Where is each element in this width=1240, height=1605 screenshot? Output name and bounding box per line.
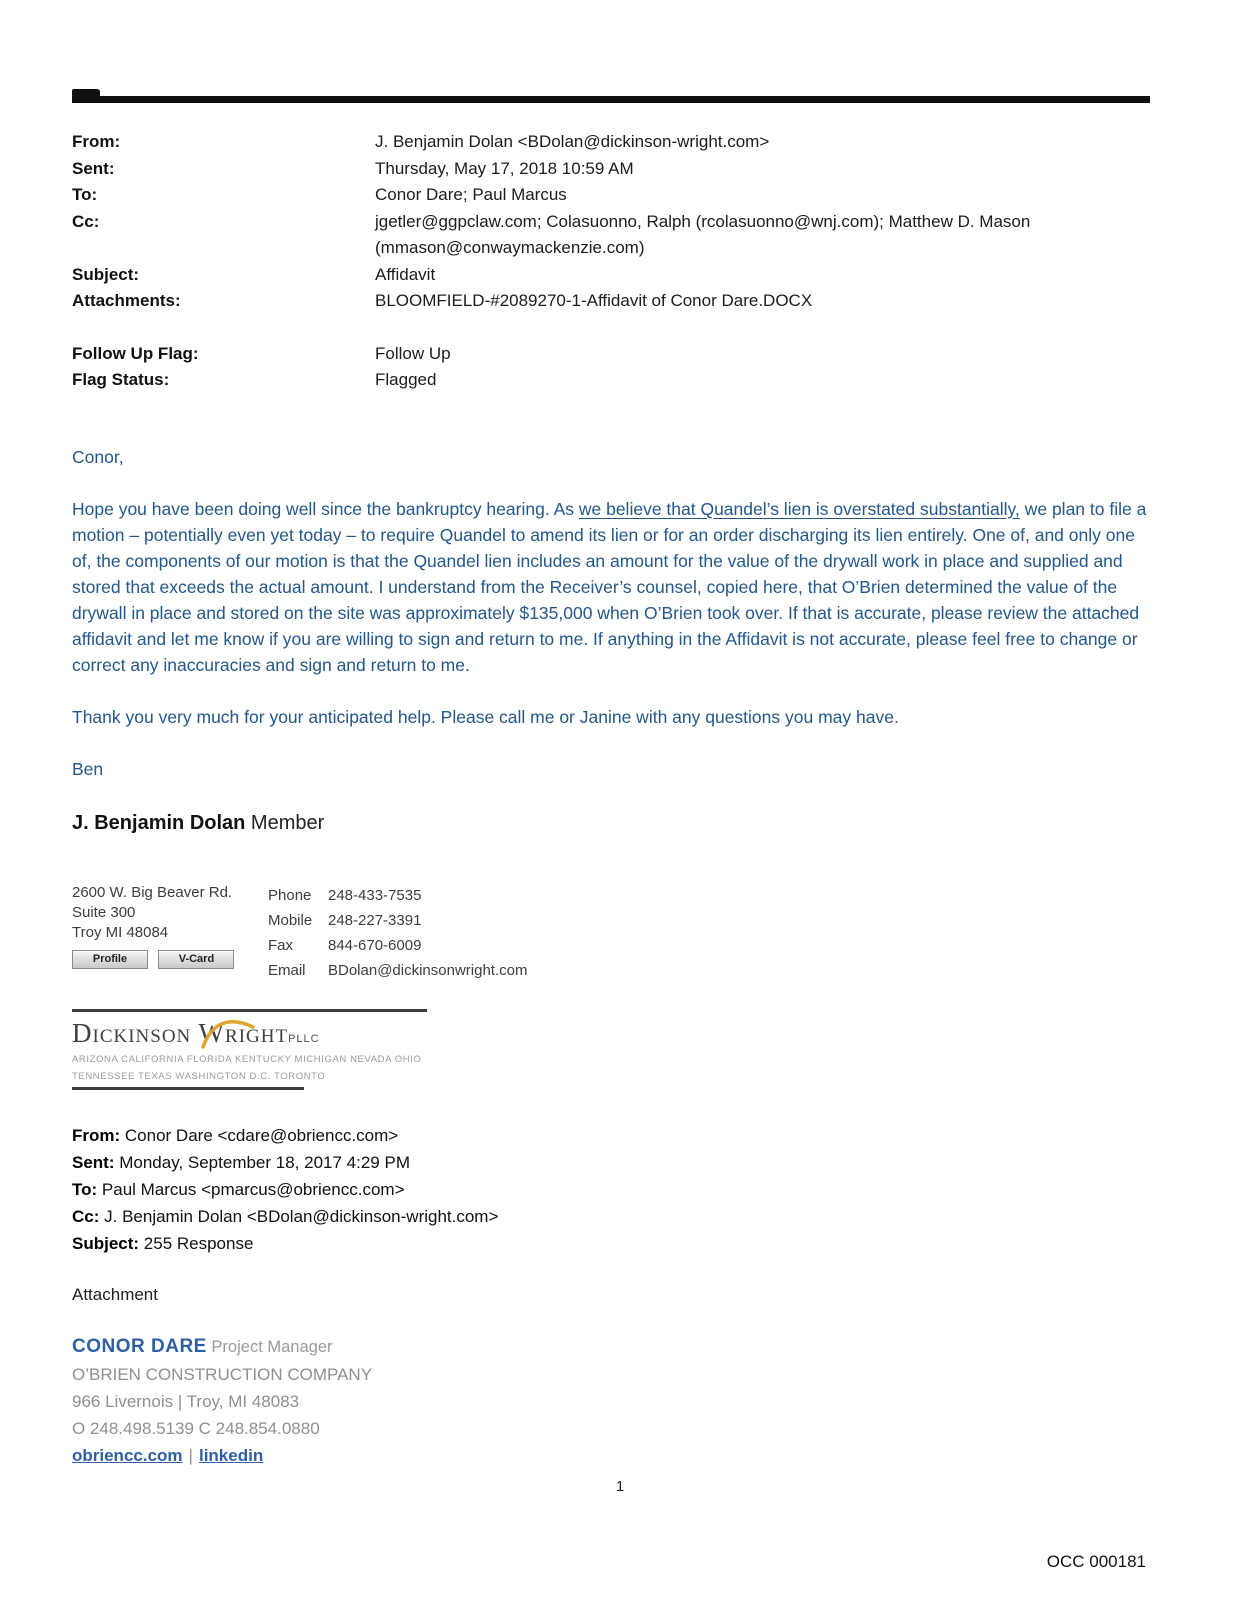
- email2-row-cc: [72, 1203, 1150, 1230]
- header-row-subject: [72, 262, 1150, 289]
- para1-underlined-phrase: we believe that Quandel’s lien is overstated substantially,: [578, 498, 1020, 519]
- email2-cc-value: J. Benjamin Dolan <BDolan@dickinson-wright.com>: [99, 1206, 499, 1226]
- signature-block-1: [72, 883, 1150, 983]
- body-paragraph-2: Thank you very much for your anticipated help. Please call me or Janine with any questions you may have.: [72, 706, 899, 727]
- firm-states-line-2: TENNESSEE TEXAS WASHINGTON D.C. TORONTO: [72, 1070, 326, 1082]
- from-label: From:: [72, 132, 121, 151]
- fax-value: 844-670-6009: [328, 936, 422, 954]
- email2-subject-label: Subject:: [72, 1233, 140, 1253]
- signature-block-2: [72, 1333, 1150, 1469]
- flag-status-value: Flagged: [375, 370, 437, 389]
- dickinson-wright-logo: [72, 1018, 320, 1049]
- bates-stamp: OCC 000181: [1046, 1552, 1146, 1571]
- flag-section: [72, 341, 1150, 394]
- sent-value: Thursday, May 17, 2018 10:59 AM: [375, 158, 634, 178]
- header-row-followup-flag: [72, 341, 1150, 368]
- header-row-to: [72, 182, 1150, 209]
- mobile-value: 248-227-3391: [328, 911, 422, 929]
- signature-links: [72, 1442, 1150, 1469]
- to-label: To:: [72, 185, 98, 204]
- scan-divider-bar: [72, 96, 1150, 103]
- link-separator: |: [188, 1445, 193, 1465]
- attachment-note: Attachment: [72, 1284, 158, 1304]
- address-line-1: 2600 W. Big Beaver Rd.: [72, 883, 233, 901]
- email2-from-value: Conor Dare <cdare@obriencc.com>: [120, 1125, 399, 1145]
- phone-label: Phone: [268, 886, 312, 904]
- email2-sent-value: Monday, September 18, 2017 4:29 PM: [114, 1152, 410, 1172]
- to-value: Conor Dare; Paul Marcus: [375, 185, 567, 204]
- contact-row-email: [268, 958, 527, 983]
- contact-row-fax: [268, 933, 527, 958]
- contact-row-mobile: [268, 908, 527, 933]
- document-content: [72, 96, 1150, 1469]
- greeting: Conor,: [72, 446, 124, 467]
- profile-button[interactable]: Profile: [72, 950, 148, 969]
- email2-row-from: [72, 1122, 1150, 1149]
- website-link[interactable]: obriencc.com: [72, 1445, 183, 1465]
- sender-name: J. Benjamin Dolan: [72, 811, 246, 834]
- linkedin-link[interactable]: linkedin: [198, 1445, 264, 1465]
- para1-pre: Hope you have been doing well since the bankruptcy hearing. As: [72, 498, 579, 519]
- signature-address-column: [72, 883, 268, 983]
- signoff: Ben: [72, 758, 104, 779]
- email-value: BDolan@dickinsonwright.com: [328, 961, 528, 979]
- scan-artifact: [72, 89, 100, 97]
- sent-label: Sent:: [72, 158, 115, 178]
- firm-name: Dickinson Wright: [72, 1017, 289, 1048]
- email-label: Email: [268, 961, 306, 979]
- attachments-value: BLOOMFIELD-#2089270-1-Affidavit of Conor Dare.DOCX: [375, 291, 813, 310]
- cc-value: jgetler@ggpclaw.com; Colasuonno, Ralph (rcolasuonno@wnj.com); Matthew D. Mason (mmason@conwaymackenzie.com): [375, 211, 1031, 257]
- email2-from-label: From:: [72, 1125, 121, 1145]
- sender-name-heading: [72, 812, 1150, 835]
- cc-label: Cc:: [72, 211, 100, 231]
- company-address: 966 Livernois | Troy, MI 48083: [72, 1391, 300, 1411]
- company-phones: O 248.498.5139 C 248.854.0880: [72, 1418, 320, 1438]
- address-line-3: Troy MI 48084: [72, 923, 169, 941]
- para1-post: we plan to file a motion – potentially even yet today – to require Quandel to amend its lien or for an order discharging its lien entirely. One of, and only one of, the components of our motion is that the Quandel lien includes an amount for the value of the drywall work in place and supplied and stored that exceeds the actual amount. I understand from the Receiver’s counsel, copied here, that O’Brien determined the value of the drywall in place and stored on the site was approximately $135,000 when O’Brien took over. If that is accurate, please review the attached affidavit and let me know if you are willing to sign and return to me. If anything in the Affidavit is not accurate, please feel free to change or correct any inaccuracies and sign and return to me.: [72, 498, 1147, 675]
- email2-subject-value: 255 Response: [139, 1233, 254, 1253]
- email2-sent-label: Sent:: [72, 1152, 115, 1172]
- firm-logo-block: [72, 1009, 1150, 1090]
- email2-to-value: Paul Marcus <pmarcus@obriencc.com>: [97, 1179, 405, 1199]
- mobile-label: Mobile: [268, 911, 313, 929]
- conor-dare-name: CONOR DARE: [72, 1335, 207, 1357]
- body-paragraph-1: [72, 496, 1150, 678]
- header-row-cc: [72, 209, 1150, 262]
- signature-contact-column: [268, 883, 527, 983]
- firm-name-suffix: PLLC: [288, 1032, 320, 1045]
- from-value: J. Benjamin Dolan <BDolan@dickinson-wright.com>: [375, 132, 770, 151]
- signature-button-row: [72, 949, 268, 969]
- sender-title: Member: [245, 811, 325, 834]
- email2-cc-label: Cc:: [72, 1206, 100, 1226]
- email2-row-sent: [72, 1149, 1150, 1176]
- email2-header: [72, 1122, 1150, 1257]
- header-row-from: [72, 129, 1150, 156]
- conor-dare-title: Project Manager: [206, 1337, 333, 1356]
- header-row-attachments: [72, 288, 1150, 315]
- subject-label: Subject:: [72, 264, 140, 284]
- email2-row-to: [72, 1176, 1150, 1203]
- logo-top-divider: [72, 1009, 427, 1012]
- email2-row-subject: [72, 1230, 1150, 1257]
- address-line-2: Suite 300: [72, 903, 136, 921]
- subject-value: Affidavit: [375, 264, 436, 284]
- followup-flag-label: Follow Up Flag:: [72, 343, 199, 363]
- email1-body: [72, 444, 1150, 782]
- phone-value: 248-433-7535: [328, 886, 422, 904]
- vcard-button[interactable]: V-Card: [158, 950, 234, 969]
- email2-to-label: To:: [72, 1179, 98, 1199]
- attachments-label: Attachments:: [72, 291, 181, 310]
- conor-dare-heading: [72, 1333, 1150, 1361]
- fax-label: Fax: [268, 936, 294, 954]
- firm-states-line-1: ARIZONA CALIFORNIA FLORIDA KENTUCKY MICHIGAN NEVADA OHIO: [72, 1053, 422, 1065]
- flag-status-label: Flag Status:: [72, 370, 170, 389]
- followup-flag-value: Follow Up: [375, 343, 451, 363]
- contact-row-phone: [268, 883, 527, 908]
- email1-header: [72, 129, 1150, 394]
- header-row-flag-status: [72, 367, 1150, 394]
- logo-bottom-divider: [72, 1087, 304, 1090]
- header-row-sent: [72, 156, 1150, 183]
- page-number: 1: [615, 1478, 625, 1495]
- company-name: O’BRIEN CONSTRUCTION COMPANY: [72, 1364, 373, 1384]
